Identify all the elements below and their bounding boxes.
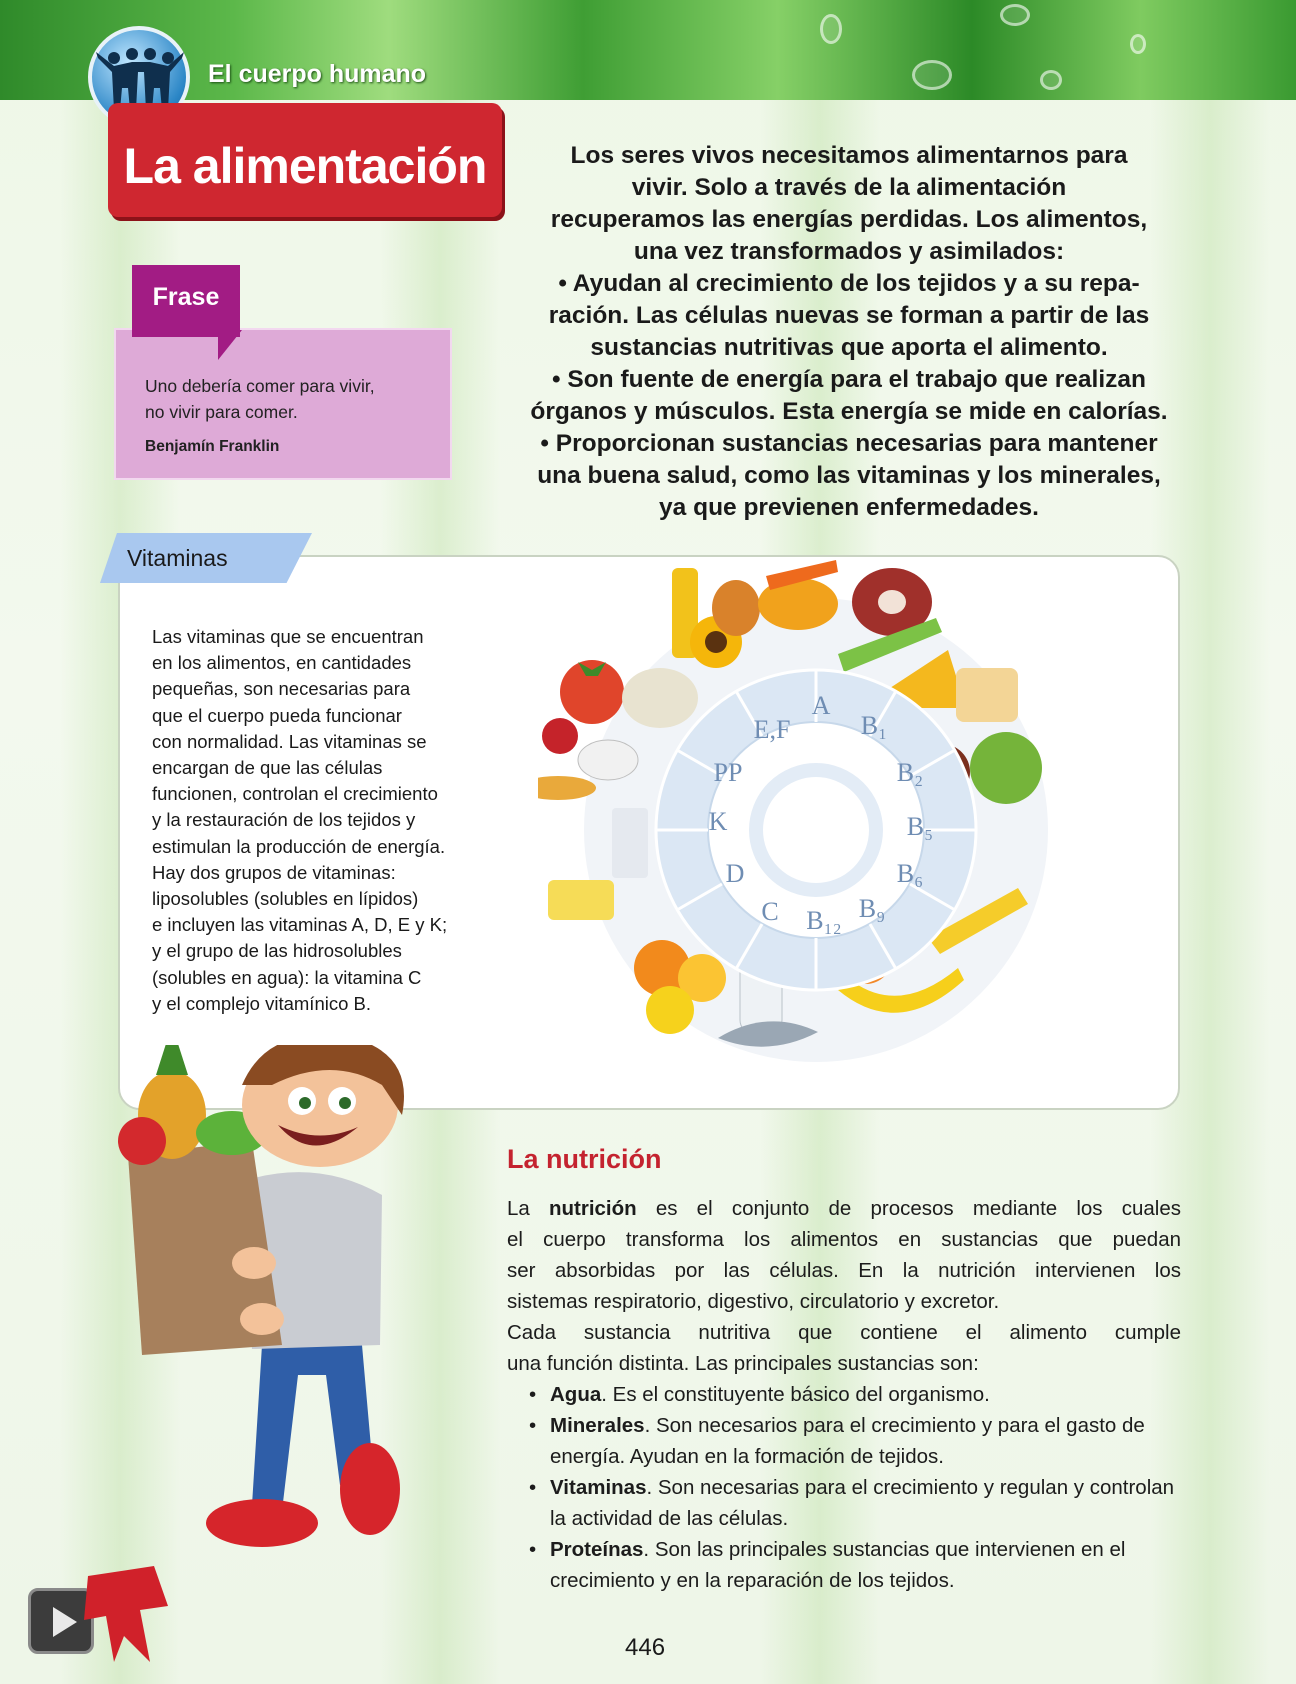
intro-line: • Proporcionan sustancias necesarias para mantener [540, 430, 1158, 457]
intro-line: vivir. Solo a través de la alimentación [631, 174, 1067, 201]
intro-line: ración. Las células nuevas se forman a partir de las [548, 302, 1150, 329]
ham-bone-icon [878, 590, 906, 614]
section-label: El cuerpo humano [208, 60, 427, 88]
nutrition-line: ser absorbidas por las células. En la nutrición intervienen los [507, 1259, 1181, 1282]
intro-line: ya que previenen enfermedades. [659, 494, 1039, 521]
nutrient-text: . Son necesarias para el crecimiento y regulan y controlan la actividad de las células. [550, 1476, 1175, 1530]
vitamin-food-wheel [538, 558, 1098, 1098]
quote-label-tail [218, 330, 242, 360]
nutrition-text: La nutrición es el conjunto de procesos mediante los cuales [507, 1197, 1181, 1220]
pupil-icon [299, 1097, 311, 1109]
vitamin-label-b5: B₅ [906, 812, 934, 841]
intro-line: órganos y músculos. Esta energía se mide en calorías. [530, 398, 1168, 425]
apple-icon [118, 1117, 166, 1165]
quote-text [145, 373, 375, 425]
vitamins-line: liposolubles (solubles en lípidos) [152, 888, 419, 910]
nutrient-term: Agua [550, 1383, 602, 1406]
lettuce-icon [970, 732, 1042, 804]
intro-line: • Ayudan al crecimiento de los tejidos y a su repa- [558, 270, 1140, 297]
tomato-icon [560, 660, 624, 724]
butter-icon [548, 880, 614, 920]
vitamins-line: Las vitaminas que se encuentran [152, 626, 424, 647]
water-drop [820, 14, 842, 44]
hand-icon [240, 1303, 284, 1335]
mushroom-icon [622, 668, 698, 728]
onion-icon [712, 580, 760, 636]
water-drop [1000, 4, 1030, 26]
lemon-icon [646, 986, 694, 1034]
vitamins-line: funcionen, controlan el crecimiento [152, 783, 438, 805]
nutrition-line [507, 1193, 1181, 1224]
sunflower-center-icon [705, 631, 727, 653]
intro-line: recuperamos las energías perdidas. Los alimentos, [550, 206, 1148, 233]
vitamins-line: e incluyen las vitaminas A, D, E y K; [152, 914, 448, 936]
vitamin-label-b9: B₉ [858, 894, 886, 923]
boy-illustration [112, 1045, 442, 1570]
nutrient-text: . Es el constituyente básico del organismo. [601, 1383, 990, 1406]
vitamins-line: encargan de que las células [152, 757, 383, 779]
nutrition-line: una función distinta. Las principales sustancias son: [507, 1352, 979, 1375]
intro-line: una vez transformados y asimilados: [633, 238, 1065, 265]
nutrient-item [529, 1410, 1181, 1472]
vitamins-line: y la restauración de los tejidos y [152, 809, 416, 831]
nutrition-line: el cuerpo transforma los alimentos en sustancias que puedan [507, 1228, 1181, 1251]
nutrition-body [507, 1193, 1181, 1596]
vitamin-label-ef: E,F [753, 715, 791, 744]
nutrient-term: Proteínas [550, 1538, 644, 1561]
header-band [0, 0, 1296, 100]
nutrient-text: . Son necesarios para el crecimiento y para el gasto de energía. Ayudan en la formación de tejidos. [550, 1414, 1145, 1468]
vitamins-paragraph [152, 624, 512, 1017]
vitamin-label-pp: PP [713, 758, 743, 787]
page-number: 446 [625, 1634, 666, 1661]
vitamins-line: con normalidad. Las vitaminas se [152, 730, 427, 752]
vitamin-label-b1: B₁ [860, 711, 888, 740]
water-drop [912, 60, 952, 90]
title-banner [108, 103, 502, 217]
vitamins-line: y el grupo de las hidrosolubles [152, 940, 402, 962]
vitamins-line: que el cuerpo pueda funcionar [152, 704, 402, 726]
vitamin-label-b12: B₁₂ [806, 906, 842, 935]
vitamin-label-d: D [725, 859, 745, 888]
vitamin-label-a: A [811, 691, 831, 720]
left-shoe-icon [206, 1499, 318, 1547]
vitamins-tab-label: Vitaminas [127, 545, 228, 571]
vitamins-line: y el complejo vitamínico B. [152, 992, 372, 1014]
nutrient-item [529, 1472, 1181, 1534]
coffee-cup-icon [578, 740, 638, 780]
intro-line: sustancias nutritivas que aporta el alimento. [590, 334, 1108, 361]
radish-icon [542, 718, 578, 754]
pineapple-leaves-icon [156, 1045, 188, 1075]
nutrition-line: Cada sustancia nutritiva que contiene el alimento cumple [507, 1321, 1181, 1344]
quote-line: Uno debería comer para vivir, [145, 376, 375, 396]
quote-author: Benjamín Franklin [145, 438, 280, 455]
vitamins-line: (solubles en agua): la vitamina C [152, 966, 422, 988]
vitamins-line: en los alimentos, en cantidades [152, 652, 412, 674]
vitamins-line: pequeñas, son necesarias para [152, 678, 411, 700]
intro-line: una buena salud, como las vitaminas y los minerales, [537, 462, 1161, 489]
water-drop [1040, 70, 1062, 90]
arrow-icon[interactable] [84, 1566, 174, 1666]
page-title: La alimentación [123, 138, 487, 194]
right-shoe-icon [340, 1443, 400, 1535]
nutrition-heading: La nutrición [507, 1144, 662, 1174]
intro-line: • Son fuente de energía para el trabajo que realizan [551, 366, 1147, 393]
nutrient-list [529, 1379, 1181, 1596]
vitamins-line: estimulan la producción de energía. [152, 835, 446, 857]
vitamin-label-b2: B₂ [896, 758, 924, 787]
milk-carton-icon [612, 808, 648, 878]
vitamin-label-k: K [708, 807, 728, 836]
vitamin-label-c: C [761, 897, 779, 926]
nutrient-term: Vitaminas [550, 1476, 647, 1499]
quote-line: no vivir para comer. [145, 402, 298, 422]
bread-icon [956, 668, 1018, 722]
nutrient-item [529, 1534, 1181, 1596]
nutrient-term: Minerales [550, 1414, 645, 1437]
nutrient-text: . Son las principales sustancias que intervienen en el crecimiento y en la reparación de los tejidos. [550, 1538, 1126, 1592]
pupil-icon [339, 1097, 351, 1109]
intro-paragraph [502, 140, 1196, 524]
nutrient-item [529, 1379, 1181, 1410]
hand-icon [232, 1247, 276, 1279]
intro-line: Los seres vivos necesitamos alimentarnos para [570, 142, 1128, 169]
water-drop [1130, 34, 1146, 54]
quote-label: Frase [132, 265, 240, 337]
vitamin-label-b6: B₆ [896, 859, 924, 888]
vitamins-line: Hay dos grupos de vitaminas: [152, 861, 396, 883]
nutrition-line: sistemas respiratorio, digestivo, circulatorio y excretor. [507, 1290, 1000, 1313]
